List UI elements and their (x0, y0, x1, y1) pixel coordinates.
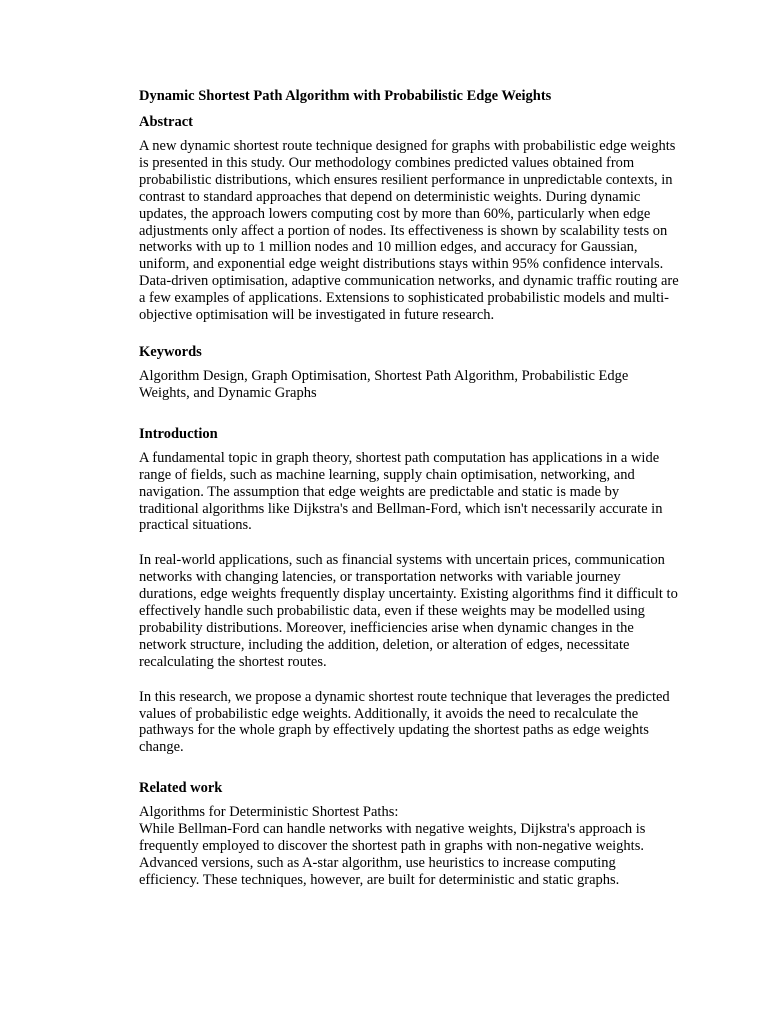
introduction-paragraph-1: A fundamental topic in graph theory, shortest path computation has applications in a wide range of fields, such as machine learning, supply chain optimisation, networking, and navigation. The assumption that edge weights are predictable and static is made by traditional algorithms like Dijkstra's and Bellman-Ford, which isn't necessarily accurate in practical situations. (139, 449, 663, 534)
related-work-text: While Bellman-Ford can handle networks with negative weights, Dijkstra's approach is frequently employed to discover the shortest path in graphs with non-negative weights. Advanced versions, such as A-star algorithm, use heuristics to increase computing efficiency. These techniques, however, are built for deterministic and static graphs. (139, 821, 646, 888)
keywords-heading: Keywords (139, 343, 202, 360)
introduction-paragraph-3: In this research, we propose a dynamic shortest route technique that leverages the predicted values of probabilistic edge weights. Additionally, it avoids the need to recalculate the pathways for the whole graph by effectively updating the shortest paths as edge weights change. (139, 688, 670, 756)
introduction-paragraph-2: In real-world applications, such as financial systems with uncertain prices, communication networks with changing latencies, or transportation networks with variable journey durations, edge weights frequently display uncertainty. Existing algorithms find it difficult to effectively handle such probabilistic data, even if these weights may be modelled using probability distributions. Moreover, inefficiencies arise when dynamic changes in the network structure, including the addition, deletion, or alteration of edges, necessitate recalculating the shortest routes. (139, 552, 678, 670)
abstract-heading: Abstract (139, 114, 193, 130)
introduction-heading: Introduction (139, 425, 218, 442)
paper-page (139, 86, 679, 889)
abstract-text: A new dynamic shortest route technique designed for graphs with probabilistic edge weights is presented in this study. Our methodology combines predicted values obtained from probabilistic distributions, which ensures resilient performance in unpredictable contexts, in contrast to standard approaches that depend on deterministic weights. During dynamic updates, the approach lowers computing cost by more than 60%, particularly when edge adjustments only affect a portion of nodes. Its effectiveness is shown by scalability tests on networks with up to 1 million nodes and 10 million edges, and accuracy for Gaussian, uniform, and exponential edge weight distributions stays within 95% confidence intervals. Data-driven optimisation, adaptive communication networks, and dynamic traffic routing are a few examples of applications. Extensions to sophisticated probabilistic models and multi-objective optimisation will be investigated in future research. (139, 138, 679, 324)
related-work-heading: Related work (139, 780, 223, 797)
related-work-subheading: Algorithms for Deterministic Shortest Paths: (139, 804, 399, 821)
paper-title: Dynamic Shortest Path Algorithm with Probabilistic Edge Weights (139, 88, 552, 104)
keywords-text: Algorithm Design, Graph Optimisation, Shortest Path Algorithm, Probabilistic Edge Weights, and Dynamic Graphs (139, 367, 629, 401)
